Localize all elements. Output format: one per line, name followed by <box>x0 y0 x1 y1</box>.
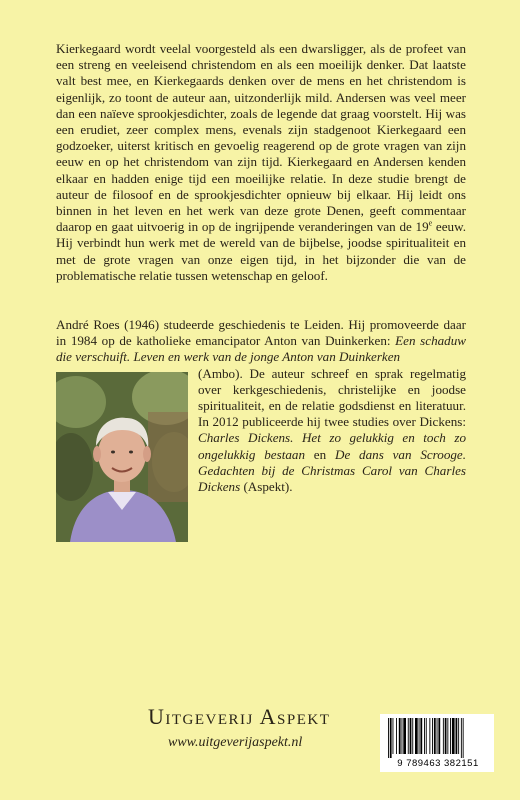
barcode-bar <box>447 718 448 754</box>
barcode-bar <box>452 718 455 754</box>
publisher-name: Uitgeverij Aspekt <box>148 704 331 729</box>
barcode-bar <box>450 718 451 754</box>
barcode-bar <box>438 718 440 754</box>
barcode-bar <box>456 718 458 754</box>
barcode-bar <box>420 718 422 754</box>
barcode-bar <box>388 718 389 758</box>
bio-career: (Ambo). De auteur schreef en sprak regelmatig over kerkgeschiedenis, christelijke en joodse spiritualiteit, en de relatie godsdienst en literatuur. In 2012 publiceerde hij twee studies over Dickens: <box>198 365 466 430</box>
barcode-bar <box>445 718 447 754</box>
bio-conjunction: en <box>305 446 335 462</box>
book-blurb <box>56 41 466 284</box>
barcode-bar <box>402 718 403 754</box>
barcode-bar <box>463 718 464 758</box>
blurb-text-part-2: eeuw. Hij verbindt hun werk met de wereld van de bijbelse, joodse spiritualiteit en met de grote vragen van onze eigen tijd, in het bijzonder die van de problematische relatie tussen wetenschap en geloof. <box>56 219 466 283</box>
bio-book-1-title: Charles Dickens. Het zo gelukkig en toch zo ongelukkig bestaan <box>198 430 466 462</box>
barcode-bar <box>415 718 418 754</box>
blurb-superscript: e <box>428 218 433 228</box>
barcode-bar <box>410 718 412 754</box>
barcode-bar <box>461 718 462 758</box>
barcode-bar <box>419 718 420 754</box>
barcode-bar <box>390 718 392 758</box>
barcode-bar <box>399 718 401 754</box>
author-bio <box>56 317 466 546</box>
bio-dissertation-title: Een schaduw die verschuift. Leven en werk van de jonge Anton van Duinkerken <box>56 333 466 365</box>
barcode-bars <box>388 718 486 758</box>
barcode-bar <box>458 718 459 754</box>
blurb-paragraph <box>56 41 466 284</box>
barcode-bar <box>429 718 430 754</box>
author-photo <box>56 372 188 542</box>
blurb-text-part-1: Kierkegaard wordt veelal voorgesteld als een dwarsligger, als de profeet van een streng en veeleisend christendom en als een moeilijk denker. Dat laatste valt best mee, en Kierkegaards denken over de mens en het christendom is eigenlijk, zo toont de auteur aan, uitzonderlijk mild. Andersen was veel meer dan een naïeve sprookjesdichter, zoals de legende dat graag voorstelt. Hij was een erudiet, zeer complex mens, evenals zijn stadgenoot Kierkegaard een godzoeker, uiterst kritisch en gevoelig reagerend op de grote vragen van zijn eeuw en op het christendom van zijn tijd. Kierkegaard en Andersen kenden elkaar en hadden enige tijd een moeilijke relatie. In deze studie brengt de auteur de filosoof en de sprookjesdichter opnieuw bij elkaar. Hij leidt ons binnen in het leven en het werk van deze grote Denen, geeft commentaar daarop en gaat uitvoerig in op de ingrijpende veranderingen van de 19 <box>56 41 466 235</box>
barcode-bar <box>412 718 413 754</box>
barcode-bar <box>396 718 397 754</box>
publisher-website[interactable]: www.uitgeverijaspekt.nl <box>168 735 303 750</box>
barcode-bar <box>426 718 427 754</box>
barcode-bar <box>403 718 406 754</box>
bio-intro: André Roes (1946) studeerde geschiedenis te Leiden. Hij promoveerde daar in 1984 op de katholieke emancipator Anton van Duinkerken: <box>56 317 466 349</box>
bio-book-2-title: De dans van Scrooge. Gedachten bij de Christmas Carol van Charles Dickens <box>198 446 467 495</box>
isbn-digits: 9 789463 382151 <box>397 758 479 769</box>
bio-paragraph <box>56 317 466 366</box>
barcode-bar <box>393 718 394 754</box>
isbn-barcode <box>380 714 494 772</box>
barcode-bar <box>437 718 438 754</box>
barcode-bar <box>443 718 444 754</box>
barcode-bar <box>408 718 409 754</box>
barcode-bar <box>434 718 436 754</box>
barcode-bar <box>424 718 425 754</box>
bio-publisher-ref: (Aspekt). <box>240 479 293 495</box>
barcode-bar <box>432 718 433 754</box>
